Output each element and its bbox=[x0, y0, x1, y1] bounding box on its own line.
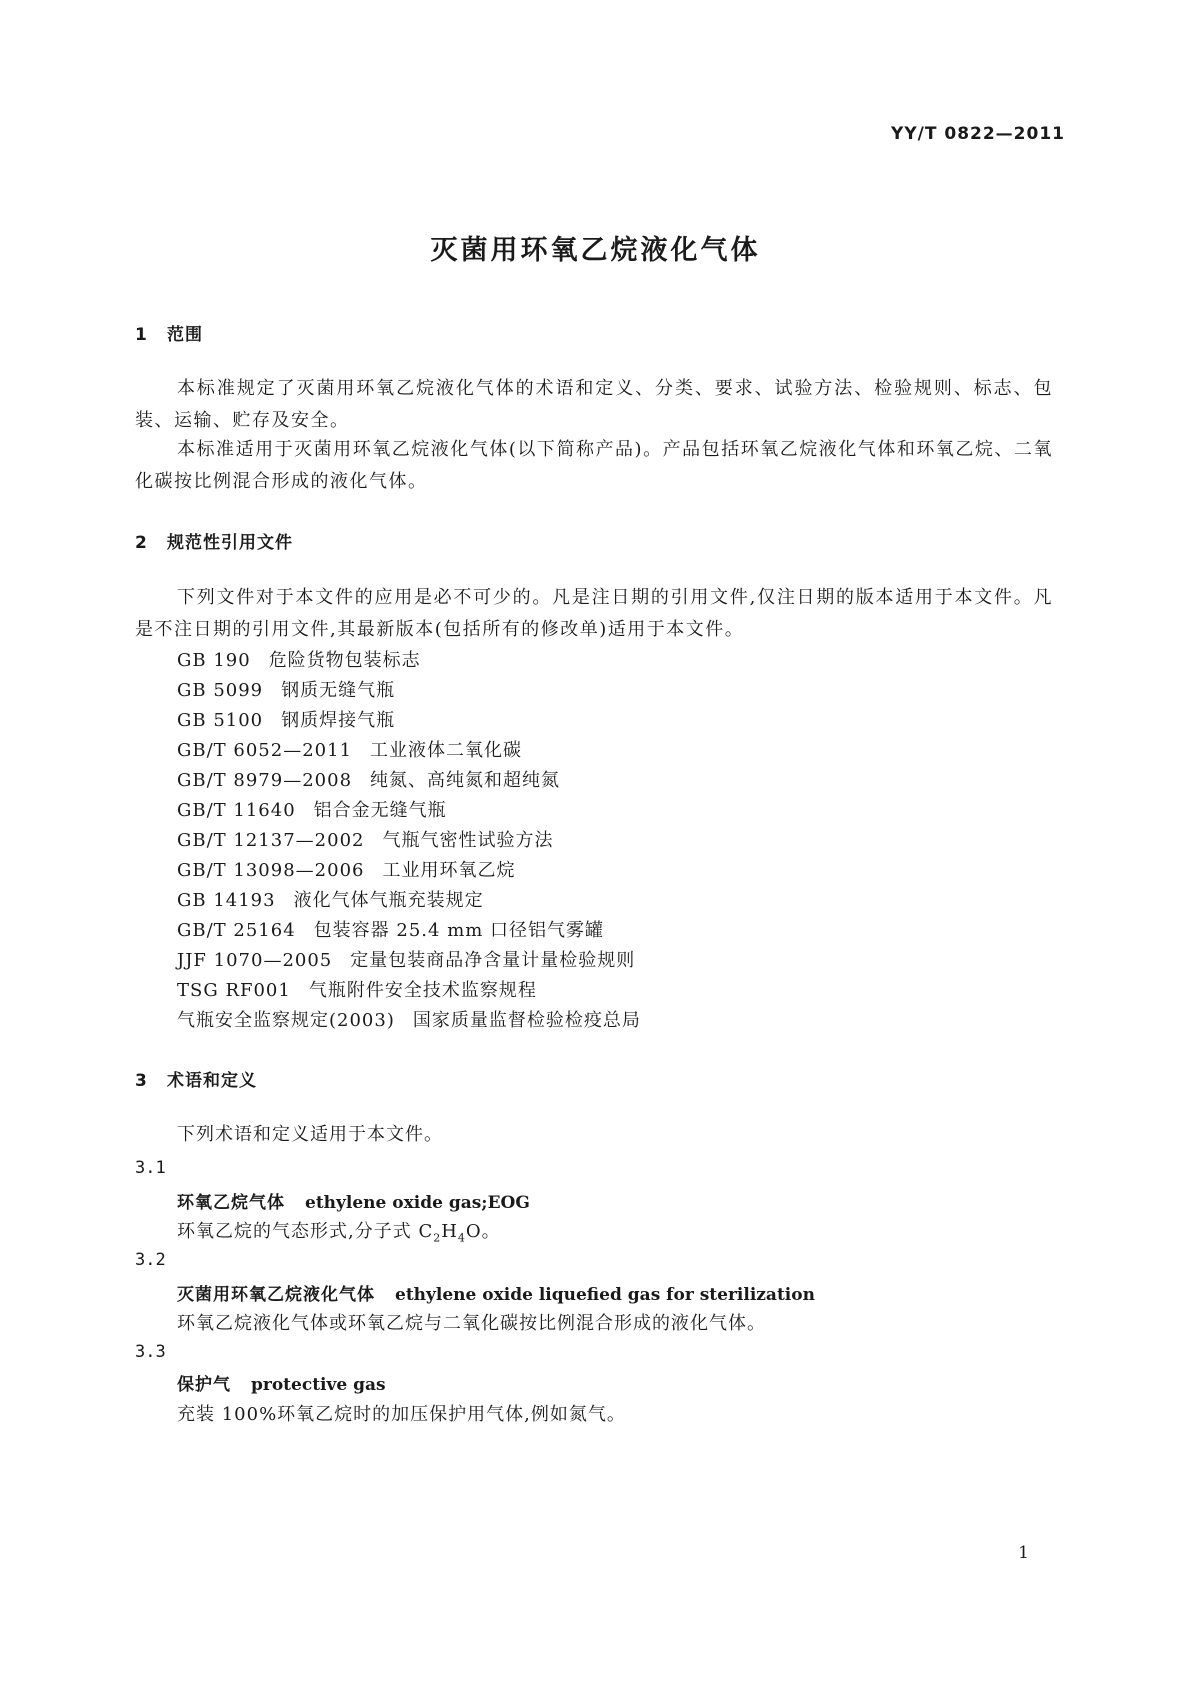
reference-title: 工业用环氧乙烷 bbox=[382, 860, 516, 881]
reference-code: TSG RF001 bbox=[177, 980, 291, 1001]
section-1-heading bbox=[135, 320, 203, 345]
reference-code: GB/T 6052—2011 bbox=[177, 740, 353, 761]
formula-subscript: 4 bbox=[457, 1231, 466, 1245]
reference-item bbox=[177, 916, 604, 942]
definition-text: O。 bbox=[465, 1221, 501, 1242]
term-en: ethylene oxide gas;EOG bbox=[305, 1193, 530, 1213]
term-definition: 充装 100%环氧乙烷时的加压保护用气体,例如氮气。 bbox=[177, 1404, 626, 1425]
reference-title: 铝合金无缝气瓶 bbox=[313, 800, 447, 821]
term-en: protective gas bbox=[251, 1375, 386, 1395]
section-number: 1 bbox=[135, 325, 148, 345]
term-definition bbox=[177, 1217, 501, 1245]
term-definition: 环氧乙烷液化气体或环氧乙烷与二氧化碳按比例混合形成的液化气体。 bbox=[177, 1313, 766, 1334]
reference-item bbox=[177, 676, 395, 702]
reference-code: GB/T 12137—2002 bbox=[177, 830, 365, 851]
term-zh: 灭菌用环氧乙烷液化气体 bbox=[177, 1285, 375, 1305]
reference-item bbox=[177, 736, 522, 762]
document-title: 灭菌用环氧乙烷液化气体 bbox=[430, 235, 761, 266]
clause-number: 3.1 bbox=[135, 1158, 166, 1178]
reference-item bbox=[177, 946, 635, 972]
section-number: 2 bbox=[135, 533, 148, 553]
term-heading bbox=[177, 1188, 530, 1213]
section-2-intro: 下列文件对于本文件的应用是必不可少的。凡是注日期的引用文件,仅注日期的版本适用于本文件。凡是不注日期的引用文件,其最新版本(包括所有的修改单)适用于本文件。 bbox=[135, 587, 1053, 640]
reference-title: 纯氮、高纯氮和超纯氮 bbox=[370, 770, 561, 791]
reference-code: GB/T 8979—2008 bbox=[177, 770, 353, 791]
standard-number: YY/T 0822—2011 bbox=[891, 124, 1065, 144]
term-heading bbox=[177, 1280, 815, 1305]
reference-item bbox=[177, 646, 421, 672]
reference-code: GB/T 13098—2006 bbox=[177, 860, 365, 881]
reference-title: 包装容器 25.4 mm 口径铝气雾罐 bbox=[313, 920, 605, 941]
reference-title: 气瓶附件安全技术监察规程 bbox=[308, 980, 537, 1001]
reference-code: 气瓶安全监察规定(2003) bbox=[177, 1010, 395, 1031]
reference-item bbox=[177, 976, 537, 1002]
term-zh: 环氧乙烷气体 bbox=[177, 1193, 285, 1213]
term-heading bbox=[177, 1370, 386, 1395]
reference-item bbox=[177, 706, 395, 732]
reference-item bbox=[177, 766, 560, 792]
section-title: 规范性引用文件 bbox=[167, 533, 293, 553]
reference-title: 液化气体气瓶充装规定 bbox=[293, 890, 484, 911]
reference-code: GB 5100 bbox=[177, 710, 264, 731]
reference-code: GB/T 25164 bbox=[177, 920, 296, 941]
section-2-heading bbox=[135, 528, 293, 553]
section-3-heading bbox=[135, 1066, 257, 1091]
reference-code: GB/T 11640 bbox=[177, 800, 296, 821]
definition-text: 环氧乙烷的气态形式,分子式 C bbox=[177, 1221, 434, 1242]
section-1-paragraph-2: 本标准适用于灭菌用环氧乙烷液化气体(以下简称产品)。产品包括环氧乙烷液化气体和环氧乙烷、二氧化碳按比例混合形成的液化气体。 bbox=[135, 439, 1053, 492]
section-3-intro: 下列术语和定义适用于本文件。 bbox=[177, 1124, 443, 1145]
section-title: 范围 bbox=[167, 325, 203, 345]
reference-item bbox=[177, 886, 484, 912]
clause-number: 3.2 bbox=[135, 1250, 166, 1270]
reference-code: JJF 1070—2005 bbox=[177, 950, 333, 971]
term-zh: 保护气 bbox=[177, 1375, 231, 1395]
formula-subscript: 2 bbox=[433, 1231, 442, 1245]
reference-title: 危险货物包装标志 bbox=[268, 650, 421, 671]
reference-title: 钢质焊接气瓶 bbox=[281, 710, 396, 731]
clause-number: 3.3 bbox=[135, 1342, 166, 1362]
reference-title: 国家质量监督检验检疫总局 bbox=[412, 1010, 641, 1031]
reference-title: 工业液体二氧化碳 bbox=[370, 740, 523, 761]
reference-code: GB 5099 bbox=[177, 680, 264, 701]
formula-element: H bbox=[441, 1221, 458, 1242]
reference-item bbox=[177, 826, 553, 852]
reference-code: GB 190 bbox=[177, 650, 251, 671]
section-title: 术语和定义 bbox=[167, 1071, 257, 1091]
page-number: 1 bbox=[1018, 1543, 1029, 1563]
reference-item bbox=[177, 796, 447, 822]
reference-item bbox=[177, 856, 515, 882]
section-number: 3 bbox=[135, 1071, 148, 1091]
reference-item bbox=[177, 1006, 641, 1032]
reference-title: 钢质无缝气瓶 bbox=[281, 680, 396, 701]
reference-code: GB 14193 bbox=[177, 890, 276, 911]
reference-title: 气瓶气密性试验方法 bbox=[382, 830, 554, 851]
reference-title: 定量包装商品净含量计量检验规则 bbox=[350, 950, 636, 971]
section-1-paragraph-1: 本标准规定了灭菌用环氧乙烷液化气体的术语和定义、分类、要求、试验方法、检验规则、标志、包装、运输、贮存及安全。 bbox=[135, 378, 1053, 431]
term-en: ethylene oxide liquefied gas for sterilization bbox=[395, 1285, 815, 1305]
